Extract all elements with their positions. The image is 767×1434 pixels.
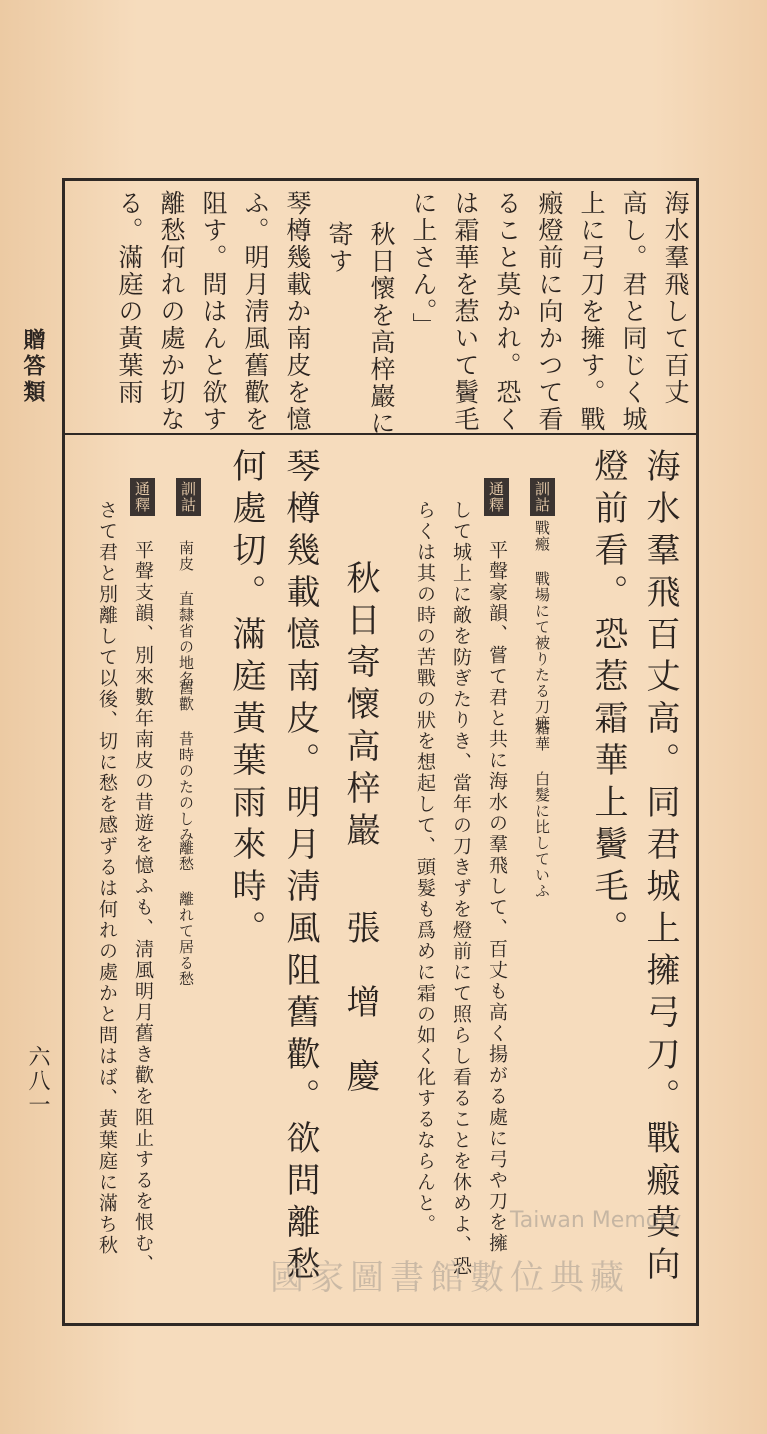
watermark-en: Taiwan Memory (510, 1208, 682, 1233)
poem1-tsushaku-line: して城上に敵を防ぎたりき、當年の刀きずを燈前にて照らし看ることを休めよ、恐 (450, 500, 472, 1277)
kunko-badge: 訓詁 (176, 478, 201, 516)
poem1-tsushaku-line: らくは其の時の苦戰の狀を想起して、頭髮も爲めに霜の如く化するならんと。 (414, 500, 436, 1235)
poem2-kunko-item: 南皮 直隸省の地名 (177, 540, 195, 687)
upper-column: ること莫かれ。恐く (493, 190, 522, 433)
poem1-line: 燈前看。恐惹霜華上鬢毛。 (588, 448, 628, 952)
poem2-author: 張增慶 (340, 910, 380, 1132)
poem1-kunko-item: 戰瘢 戰場にて被りたる刀疵 (533, 520, 551, 731)
poem2-tsushaku-line: 平聲支韻、別來數年南皮の昔遊を憶ふも、淸風明月舊き歡を阻止するを恨む、 (132, 540, 154, 1275)
upper-column: 瘢燈前に向かつて看 (535, 190, 564, 433)
upper-column: 離愁何れの處か切な (157, 190, 186, 433)
watermark-cn: 國家圖書館數位典藏 (270, 1258, 630, 1298)
upper-column: 琴樽幾載か南皮を憶 (283, 190, 312, 433)
poem2-kunko-item: 離愁 離れて居る愁 (177, 840, 195, 987)
tsushaku-badge: 通釋 (130, 478, 155, 516)
page-number: 六八一 (25, 1045, 50, 1117)
upper-column: 高し。君と同じく城 (619, 190, 648, 433)
poem1-line: 海水羣飛百丈高。同君城上擁弓刀。戰瘢莫向 (640, 448, 680, 1288)
upper-column: 寄す (325, 221, 354, 275)
poem2-line: 何處切。滿庭黃葉雨來時。 (226, 448, 266, 952)
poem2-kunko-item: 舊歡 昔時のたのしみ (177, 680, 195, 843)
upper-column: 海水羣飛して百丈 (661, 190, 690, 406)
upper-column: 阻す。問はんと欲す (199, 190, 228, 433)
poem1-tsushaku-line: 平聲豪韻、嘗て君と共に海水の羣飛して、百丈も高く揚がる處に弓や刀を擁 (486, 540, 508, 1254)
upper-column: 秋日懷を高梓巖に (367, 221, 396, 437)
poem1-kunko-item: 霜華 白髮に比していふ (533, 720, 551, 899)
poem2-line: 琴樽幾載憶南皮。明月淸風阻舊歡。欲問離愁 (280, 448, 320, 1288)
kunko-badge: 訓詁 (530, 478, 555, 516)
upper-column: ふ。明月淸風舊歡を (241, 190, 270, 433)
upper-column: 上に弓刀を擁す。戰 (577, 190, 606, 433)
upper-column: に上さん。」 (409, 190, 438, 340)
running-title: 贈答類 (20, 328, 46, 406)
poem1-tsushaku (484, 478, 509, 528)
tsushaku-badge: 通釋 (484, 478, 509, 516)
poem2-kunko (176, 478, 201, 528)
poem2-tsushaku (130, 478, 155, 528)
upper-column: は霜華を惹いて鬢毛 (451, 190, 480, 433)
poem2-title: 秋日寄懷高梓巖 (340, 560, 380, 854)
poem2-tsushaku-line: さて君と別離して以後、切に愁を感ずるは何れの處かと問はば、黃葉庭に滿ち秋 (96, 500, 118, 1256)
upper-column: る。滿庭の黃葉雨 (115, 190, 144, 406)
kundoku-section (78, 190, 690, 437)
